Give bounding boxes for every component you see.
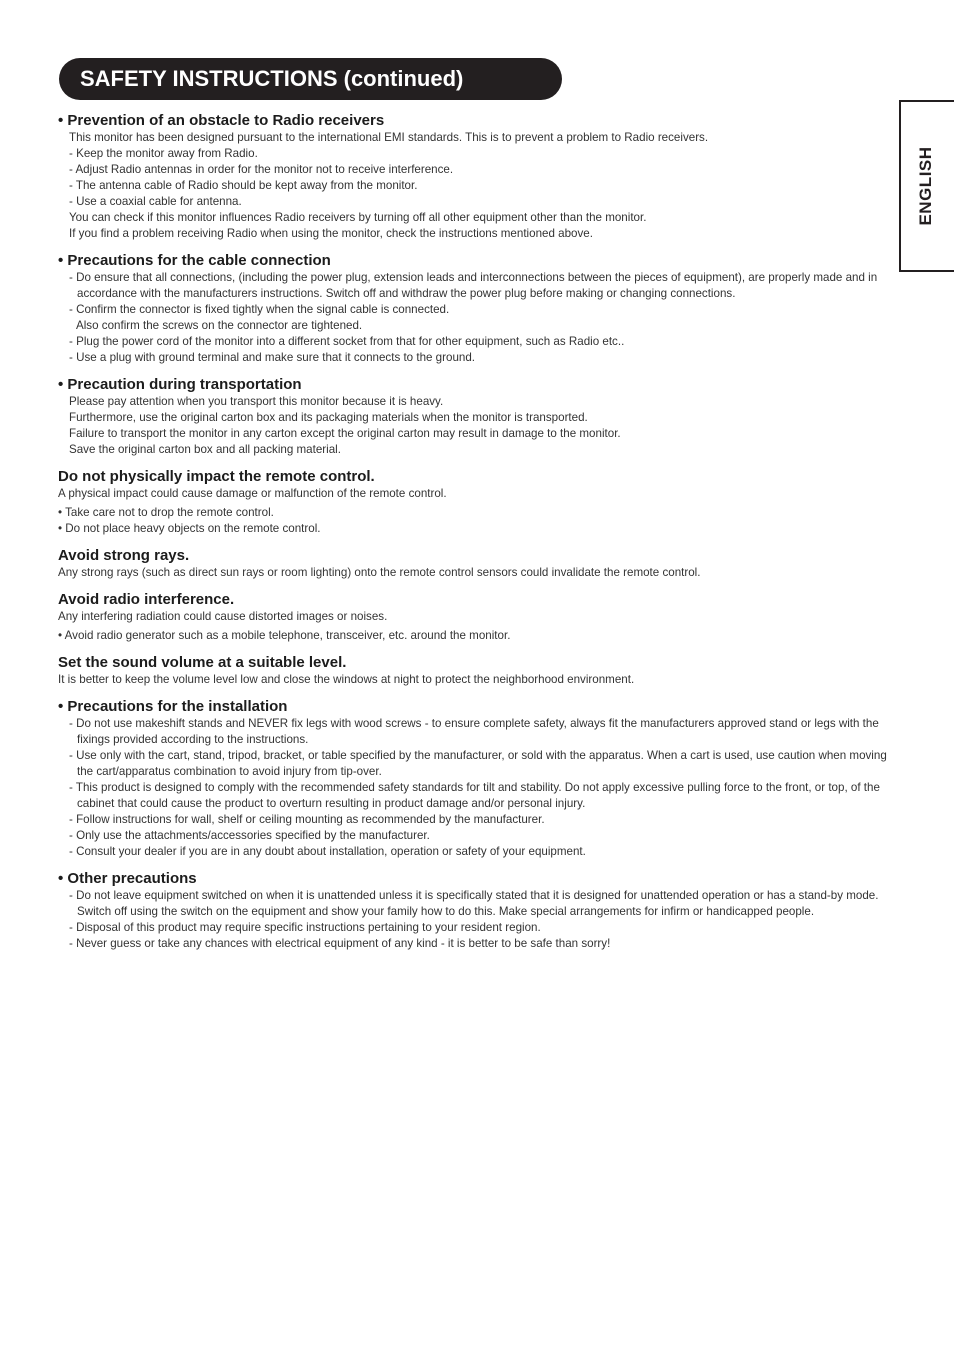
list-item: - Consult your dealer if you are in any doubt about installation, operation or safety of your equipment.: [69, 845, 586, 858]
list-item: - Use a coaxial cable for antenna.: [69, 195, 242, 208]
list-item: • Take care not to drop the remote control.: [58, 506, 274, 519]
section-heading: • Precautions for the cable connection: [58, 252, 331, 269]
section-strong-rays: [58, 547, 888, 581]
list-item: - Only use the attachments/accessories specified by the manufacturer.: [69, 829, 430, 842]
section-radio-obstacle: [58, 112, 888, 242]
list-item: • Do not place heavy objects on the remote control.: [58, 522, 321, 535]
paragraph: Any strong rays (such as direct sun rays or room lighting) onto the remote control sensors could invalidate the remote control.: [58, 566, 701, 579]
section-heading: • Prevention of an obstacle to Radio receivers: [58, 112, 385, 129]
section-radio-interference: [58, 591, 888, 644]
paragraph: It is better to keep the volume level low and close the windows at night to protect the neighborhood environment.: [58, 673, 635, 686]
section-heading: Avoid radio interference.: [58, 591, 235, 608]
section-heading: • Other precautions: [58, 870, 197, 887]
section-heading: Set the sound volume at a suitable level.: [58, 654, 347, 671]
list-item: - Plug the power cord of the monitor into a different socket from that for other equipment, such as Radio etc..: [69, 335, 625, 348]
list-item: - The antenna cable of Radio should be kept away from the monitor.: [69, 179, 418, 192]
section-installation: [58, 698, 888, 860]
section-other-precautions: [58, 870, 888, 952]
list-item: - Adjust Radio antennas in order for the monitor not to receive interference.: [69, 163, 454, 176]
list-item: - This product is designed to comply with the recommended safety standards for tilt and stability. Do not apply excessive pulling force to the front, or top, of the cabinet that could cause the product to overturn resulting in product damage and/or personal injury.: [69, 781, 880, 810]
list-item: - Never guess or take any chances with electrical equipment of any kind - it is better to be safe than sorry!: [69, 937, 611, 950]
list-item: - Do not use makeshift stands and NEVER fix legs with wood screws - to ensure complete safety, always fit the manufacturers approved stand or legs with the fixings provided according to the instructions.: [69, 717, 879, 746]
paragraph: Save the original carton box and all packing material.: [69, 443, 341, 456]
section-heading: Avoid strong rays.: [58, 547, 190, 564]
section-transportation: [58, 376, 888, 458]
instructions-content: [58, 112, 888, 962]
language-tab: [899, 100, 954, 272]
paragraph: If you find a problem receiving Radio when using the monitor, check the instructions mentioned above.: [69, 227, 593, 240]
list-item: - Confirm the connector is fixed tightly when the signal cable is connected.: [69, 303, 450, 316]
list-item: - Do not leave equipment switched on when it is unattended unless it is specifically stated that it is designed for unattended operation or has a stand-by mode. Switch off using the switch on the equipment and show your family how to do this. Make special arrangements for infirm or handicapped people.: [69, 889, 879, 918]
list-item: - Follow instructions for wall, shelf or ceiling mounting as recommended by the manufacturer.: [69, 813, 545, 826]
list-item-continuation: Also confirm the screws on the connector are tightened.: [76, 319, 363, 332]
section-heading: • Precautions for the installation: [58, 698, 288, 715]
section-heading: • Precaution during transportation: [58, 376, 302, 393]
section-heading: Do not physically impact the remote control.: [58, 468, 375, 485]
section-sound-volume: [58, 654, 888, 688]
page-title: SAFETY INSTRUCTIONS (continued): [59, 58, 562, 100]
paragraph: You can check if this monitor influences Radio receivers by turning off all other equipment other than the monitor.: [69, 211, 647, 224]
paragraph: Any interfering radiation could cause distorted images or noises.: [58, 610, 388, 623]
section-cable-connection: [58, 252, 888, 366]
list-item: - Use only with the cart, stand, tripod, bracket, or table specified by the manufacturer, or sold with the apparatus. When a cart is used, use caution when moving the cart/apparatus combination to avoid injury from tip-over.: [69, 749, 887, 778]
section-remote-impact: [58, 468, 888, 537]
list-item: - Do ensure that all connections, (including the power plug, extension leads and interconnections between the pieces of equipment), are properly made and in accordance with the manufacturers instructions. Switch off and withdraw the power plug before making or changing connections.: [69, 271, 878, 300]
list-item: - Use a plug with ground terminal and make sure that it connects to the ground.: [69, 351, 476, 364]
list-item: • Avoid radio generator such as a mobile telephone, transceiver, etc. around the monitor.: [58, 629, 511, 642]
language-tab-label: ENGLISH: [916, 146, 935, 226]
paragraph: Failure to transport the monitor in any carton except the original carton may result in damage to the monitor.: [69, 427, 621, 440]
list-item: - Disposal of this product may require specific instructions pertaining to your resident region.: [69, 921, 541, 934]
list-item: - Keep the monitor away from Radio.: [69, 147, 258, 160]
paragraph: Please pay attention when you transport this monitor because it is heavy.: [69, 395, 444, 408]
paragraph: A physical impact could cause damage or malfunction of the remote control.: [58, 487, 447, 500]
paragraph: Furthermore, use the original carton box and its packaging materials when the monitor is transported.: [69, 411, 588, 424]
paragraph: This monitor has been designed pursuant to the international EMI standards. This is to prevent a problem to Radio receivers.: [69, 131, 709, 144]
